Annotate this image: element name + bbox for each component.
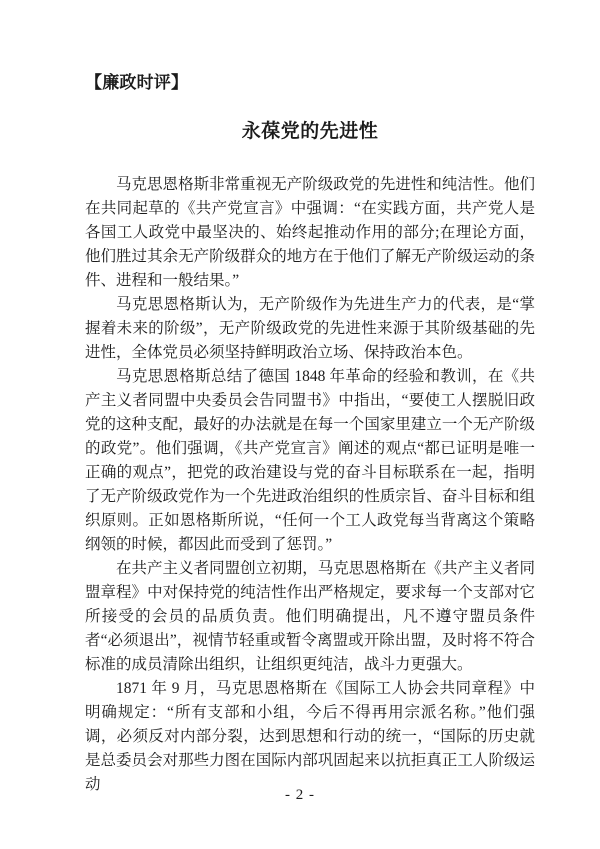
document-body [85,173,535,797]
paragraph-5: 1871 年 9 月，马克思恩格斯在《国际工人协会共同章程》中明确规定：“所有支部和小组，今后不得再用宗派名称。”他们强调，必须反对内部分裂，达到思想和行动的统一，“国际的历史就是总委员会对那些力图在国际内部巩固起来以抗拒真正工人阶级运动 [85,680,535,793]
page-number: - 2 - [285,787,315,803]
paragraph-1: 马克思恩格斯非常重视无产阶级政党的先进性和纯洁性。他们在共同起草的《共产党宣言》中强调：“在实践方面，共产党人是各国工人政党中最坚决的、始终起推动作用的部分;在理论方面，他们胜过其余无产阶级群众的地方在于他们了解无产阶级运动的条件、进程和一般结果。” [85,176,535,289]
paragraph-4: 在共产主义者同盟创立初期，马克思恩格斯在《共产主义者同盟章程》中对保持党的纯洁性作出严格规定，要求每一个支部对它所接受的会员的品质负责。他们明确提出，凡不遵守盟员条件者“必须退出”，视情节轻重或暂令离盟或开除出盟，及时将不符合标准的成员清除出组织，让组织更纯洁，战斗力更强大。 [85,560,535,673]
paragraph-3: 马克思恩格斯总结了德国 1848 年革命的经验和教训，在《共产主义者同盟中央委员会告同盟书》中指出，“要使工人摆脱旧政党的这种支配，最好的办法就是在每一个国家里建立一个无产阶级的政党”。他们强调，《共产党宣言》阐述的观点“都已证明是唯一正确的观点”，把党的政治建设与党的奋斗目标联系在一起，指明了无产阶级政党作为一个先进政治组织的性质宗旨、奋斗目标和组织原则。正如恩格斯所说，“任何一个工人政党每当背离这个策略纲领的时候，都因此而受到了惩罚。” [85,368,535,553]
column-header: 【廉政时评】 [85,73,189,92]
paragraph-2: 马克思恩格斯认为，无产阶级作为先进生产力的代表，是“掌握着未来的阶级”，无产阶级政党的先进性来源于其阶级基础的先进性，全体党员必须坚持鲜明政治立场、保持政治本色。 [85,296,535,361]
page-title: 永葆党的先进性 [241,121,379,142]
